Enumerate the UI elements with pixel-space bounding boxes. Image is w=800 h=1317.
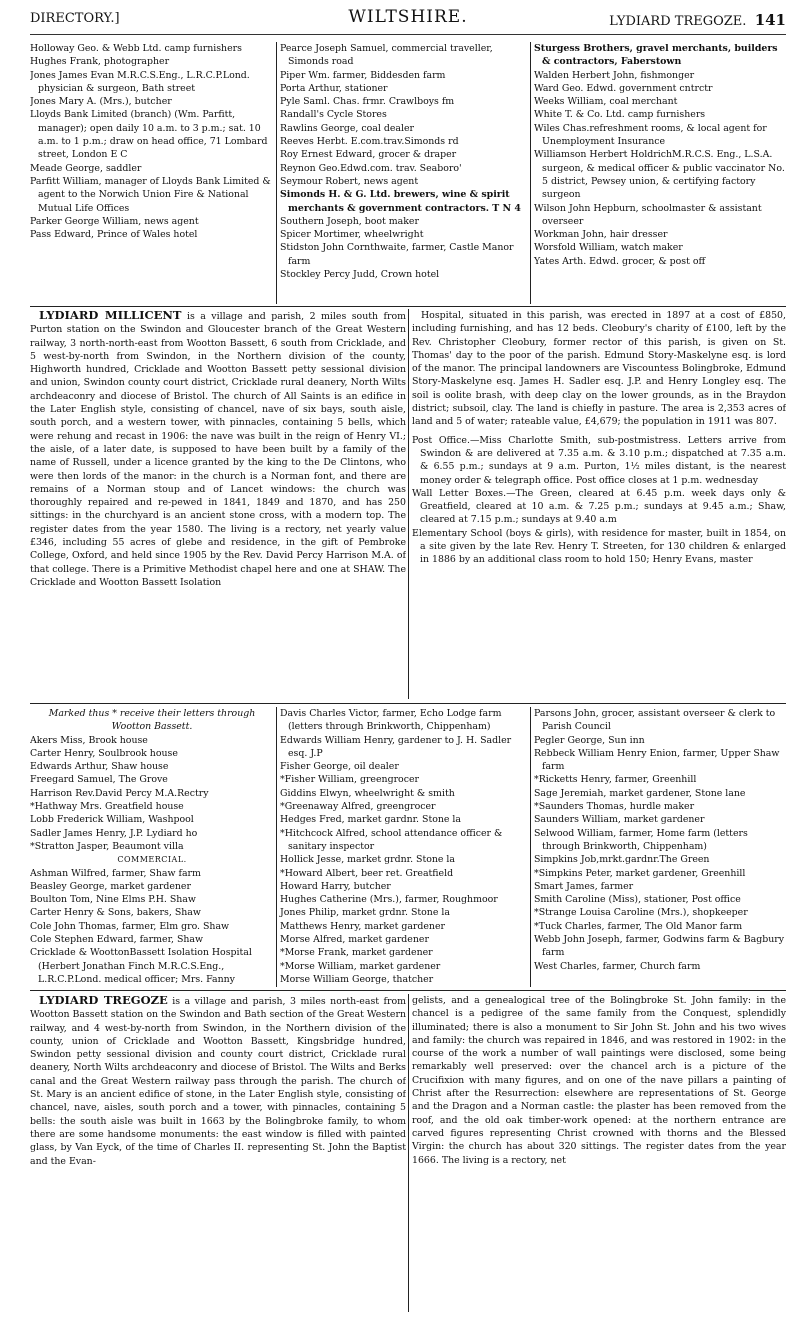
list-item: Saunders William, market gardener — [534, 814, 705, 826]
list-item: *Saunders Thomas, hurdle maker — [534, 801, 695, 813]
list-item: Hedges Fred, market gardnr. Stone la — [280, 814, 462, 826]
list-item: Selwood William, farmer, Home farm (letters through Brinkworth, Chippenham) — [534, 827, 748, 852]
list-item: *Hitchcock Alfred, school attendance officer & sanitary inspector — [280, 827, 503, 852]
list-item: *Tuck Charles, farmer, The Old Manor farm — [534, 920, 743, 932]
list-item: Jones Mary A. (Mrs.), butcher — [30, 96, 172, 108]
tregoze-text-left: is a village and parish, 3 miles north-east from Wootton Bassett station on the Swindon and Bath section of the Great Western railway, and 4 west-by-north from Swindon, in the Northern division of the county, union of Cricklade and Wootton Bassett, Kingsbridge hundred, Swindon petty sessional division and county court district, Cricklade rural deanery, North Wilts archdeaconry and diocese of Bristol. The Wilts and Berks canal and the Great Western railway pass through the parish. The church of St. Mary is an ancient edifice of stone, in the Later English style, consisting of chancel, nave, aisles, south porch and a tower, with pinnacles, containing 5 bells: the south aisle was built in 1663 by the Bolingbroke family, to whom there are some handsome monuments: the east window is filled with painted glass, by Van Eyck, of the time of Charles II. representing St. John the Baptist and the Evan- — [30, 996, 406, 1167]
list-item: Roy Ernest Edward, grocer & draper — [280, 149, 457, 161]
list-item: Stockley Percy Judd, Crown hotel — [280, 269, 440, 281]
list-item: Hughes Frank, photographer — [30, 56, 170, 68]
millicent-description-right — [408, 309, 786, 699]
list-item: Sage Jeremiah, market gardener, Stone lane — [534, 787, 746, 799]
header-place: LYDIARD TREGOZE. — [609, 14, 747, 29]
list-item: Smart James, farmer — [534, 880, 634, 892]
list-item: Southern Joseph, boot maker — [280, 215, 419, 227]
list-item: Williamson Herbert HoldrichM.R.C.S. Eng., L.S.A. surgeon, & medical officer & public vaccinator No. 5 district, Pewsey union, & certifying factory surgeon — [534, 149, 785, 201]
list-item: *Howard Albert, beer ret. Greatfield — [280, 867, 454, 879]
block1-col2 — [276, 42, 528, 304]
list-item: Davis Charles Victor, farmer, Echo Lodge farm (letters through Brinkworth, Chippenham) — [280, 708, 502, 733]
list-item: Meade George, saddler — [30, 162, 142, 174]
post-office-notice: Post Office.—Miss Charlotte Smith, sub-postmistress. Letters arrive from Swindon & are delivered at 7.35 a.m. & 3.10 p.m.; dispatched at 7.35 a.m. & 6.55 p.m.; sundays at 9 a.m. Purton, 1½ miles distant, is the nearest money order & telegraph office. Post office closes at 1 p.m. wednesday — [412, 434, 786, 486]
tregoze-description-left — [30, 994, 406, 1312]
list-item: Worsfold William, watch maker — [534, 242, 683, 254]
list-item: Freegard Samuel, The Grove — [30, 774, 168, 786]
header-county: WILTSHIRE. — [348, 7, 468, 27]
list-item: Akers Miss, Brook house — [30, 734, 148, 746]
tregoze-description-right — [408, 994, 786, 1312]
list-item: Fisher George, oil dealer — [280, 761, 399, 773]
list-item: Workman John, hair dresser — [534, 229, 668, 241]
list-item: West Charles, farmer, Church farm — [534, 960, 701, 972]
list-item: Pegler George, Sun inn — [534, 734, 645, 746]
place-heading: LYDIARD TREGOZE — [39, 994, 168, 1007]
list-item: Simpkins Job,mrkt.gardnr.The Green — [534, 854, 710, 866]
list-item: Pass Edward, Prince of Wales hotel — [30, 229, 198, 241]
section-divider — [30, 990, 786, 991]
list-item: Webb John Joseph, farmer, Godwins farm & Bagbury farm — [534, 934, 785, 959]
list-item: Giddins Elwyn, wheelwright & smith — [280, 787, 455, 799]
list-item: Parfitt William, manager of Lloyds Bank Limited & agent to the Norwich Union Fire & National Mutual Life Offices — [30, 175, 271, 214]
list-item: Parker George William, news agent — [30, 215, 199, 227]
list-item: Pyle Saml. Chas. frmr. Crawlboys fm — [280, 96, 455, 108]
list-item: Cricklade & WoottonBassett Isolation Hospital (Herbert Jonathan Finch M.R.C.S.Eng., L.R.C.P.Lond. medical officer; Mrs. Fanny — [30, 947, 252, 985]
list-item: *Greenaway Alfred, greengrocer — [280, 801, 436, 813]
header-right — [609, 11, 786, 29]
list-item: Walden Herbert John, fishmonger — [534, 69, 695, 81]
commercial-heading: COMMERCIAL. — [117, 855, 187, 865]
list-item: Jones James Evan M.R.C.S.Eng., L.R.C.P.Lond. physician & surgeon, Bath street — [30, 69, 250, 94]
list-item: Seymour Robert, news agent — [280, 175, 419, 187]
list-item: Simonds H. & G. Ltd. brewers, wine & spirit merchants & government contractors. T N 4 — [280, 189, 521, 214]
running-header — [30, 4, 786, 35]
page-number: 141 — [754, 11, 786, 29]
list-item: Morse William George, thatcher — [280, 973, 434, 985]
list-item: *Ricketts Henry, farmer, Greenhill — [534, 774, 697, 786]
list-item: White T. & Co. Ltd. camp furnishers — [534, 109, 706, 121]
list-item: *Morse William, market gardener — [280, 960, 441, 972]
tregoze-text-right: gelists, and a genealogical tree of the Bolingbroke St. John family: in the chancel is a pedigree of the same family from the Conquest, splendidly illuminated; there is also a monument to Sir John St. John and his two wives and family: the church was repaired in 1846, and was restored in 1902: in the course of the work a number of wall paintings were disclosed, some being remarkably well preserved: over the chancel arch is a picture of the Crucifixion with many figures, and on one of the nave pillars a painting of Christ after the Resurrection: elsewhere are representations of St. George and the Dragon and a Norman castle: the plaster has been removed from the roof, and the old oak timber-work opened: at the northern entrance are carved figures representing Christ crowned with thorns and the Blessed Virgin: the church has about 320 sittings. The register dates from the year 1666. The living is a rectory, net — [412, 995, 786, 1166]
list-item: Cole Stephen Edward, farmer, Shaw — [30, 934, 204, 946]
list-item: Ward Geo. Edwd. government cntrctr — [534, 82, 713, 94]
list-item: Howard Harry, butcher — [280, 880, 391, 892]
list-item: Hollick Jesse, market grdnr. Stone la — [280, 854, 456, 866]
block2-col3 — [530, 707, 786, 987]
list-item: Smith Caroline (Miss), stationer, Post office — [534, 894, 741, 906]
millicent-text-right: Hospital, situated in this parish, was erected in 1897 at a cost of £850, including furnishing, and has 12 beds. Cleobury's charity of £100, left by the Rev. Christopher Cleobury, former rector of this parish, is given on St. Thomas' day to the poor of the parish. Edmund Story-Maskelyne esq. is lord of the manor. The principal landowners are Viscountess Bolingbroke, Edmund Story-Maskelyne esq. James H. Sadler esq. J.P. and Henry Longley esq. The soil is oolite brash, with deep clay on the lower grounds, as in the Braydon district; subsoil, clay. The land is chiefly in pasture. The area is 2,353 acres of land and 5 of water; rateable value, £4,679; the population in 1911 was 807. — [412, 310, 786, 428]
list-item: Pearce Joseph Samuel, commercial traveller, Simonds road — [280, 43, 493, 68]
section-divider — [30, 703, 786, 704]
list-item: *Strange Louisa Caroline (Mrs.), shopkeeper — [534, 907, 748, 919]
block2-col2 — [276, 707, 528, 987]
millicent-text-left: is a village and parish, 2 miles south from Purton station on the Swindon and Gloucester branch of the Great Western railway, 3 north-north-east from Wootton Bassett, 6 south from Cricklade, and 5 west-by-north from Swindon, in the Northern division of the county, Highworth hundred, Cricklade and Wootton Bassett petty sessional division and union, Swindon county court district, Cricklade rural deanery, North Wilts archdeaconry and diocese of Bristol. The church of All Saints is an edifice in the Later English style, consisting of chancel, nave of six bays, south aisle, south porch, and a western tower, with pinnacles, containing 5 bells, which were rehung and recast in 1906: the nave was built in the reign of Henry VI.; the aisle, of a later date, is supposed to have been built by a family of the name of Russell, under a licence granted by the king to the De Clintons, who were then lords of the manor: in the church is a Norman font, and there are remains of a Norman stoup and of Lancet windows: the church was thoroughly repaired and re-pewed in 1841, 1849 and 1870, and has 250 sittings: in the churchyard is an ancient stone cross, with a modern top. The register dates from the year 1580. The living is a rectory, net yearly value £346, including 55 acres of glebe and residence, in the gift of Pembroke College, Oxford, and held since 1905 by the Rev. David Percy Harrison M.A. of that college. There is a Primitive Methodist chapel here and one at SHAW. The Cricklade and Wootton Bassett Isolation — [30, 311, 406, 588]
list-item: Harrison Rev.David Percy M.A.Rectry — [30, 787, 209, 799]
header-left: DIRECTORY.] — [30, 11, 120, 26]
list-item: Wilson John Hepburn, schoolmaster & assistant overseer — [534, 202, 762, 227]
list-item: Hughes Catherine (Mrs.), farmer, Roughmoor — [280, 894, 498, 906]
list-item: *Stratton Jasper, Beaumont villa — [30, 840, 184, 852]
list-item: Rebbeck William Henry Enion, farmer, Upper Shaw farm — [534, 747, 780, 773]
list-item: Edwards William Henry, gardener to J. H. Sadler esq. J.P — [280, 734, 512, 759]
list-item: Yates Arth. Edwd. grocer, & post off — [534, 255, 706, 267]
list-item: Matthews Henry, market gardener — [280, 920, 446, 932]
list-item: Reynon Geo.Edwd.com. trav. Seaboro' — [280, 162, 462, 174]
list-item: Porta Arthur, stationer — [280, 82, 388, 94]
list-item: Ashman Wilfred, farmer, Shaw farm — [30, 867, 201, 879]
list-item: Stidston John Cornthwaite, farmer, Castle Manor farm — [280, 242, 514, 267]
list-item: Reeves Herbt. E.com.trav.Simonds rd — [280, 136, 459, 148]
list-item: Parsons John, grocer, assistant overseer & clerk to Parish Council — [534, 708, 776, 733]
millicent-description-left — [30, 309, 406, 699]
list-item: Sadler James Henry, J.P. Lydiard ho — [30, 827, 198, 839]
section-divider — [30, 306, 786, 307]
list-item: *Simpkins Peter, market gardener, Greenhill — [534, 867, 746, 879]
wall-letter-boxes: Wall Letter Boxes.—The Green, cleared at 6.45 p.m. week days only & Greatfield, cleared at 10 a.m. & 7.25 p.m.; sundays at 9.45 a.m.; Shaw, cleared at 7.15 p.m.; sundays at 9.40 a.m — [412, 487, 786, 526]
list-item: Carter Henry, Soulbrook house — [30, 747, 178, 759]
list-item: Holloway Geo. & Webb Ltd. camp furnishers — [30, 43, 242, 54]
list-item: Sturgess Brothers, gravel merchants, builders & contractors, Faberstown — [534, 43, 778, 68]
list-item: Beasley George, market gardener — [30, 880, 191, 892]
elementary-school: Elementary School (boys & girls), with residence for master, built in 1854, on a site given by the late Rev. Henry T. Streeten, for 130 children & enlarged in 1886 by an additional class room to hold 150; Henry Evans, master — [412, 527, 786, 566]
block1-col3 — [530, 42, 786, 304]
list-item: *Morse Frank, market gardener — [280, 947, 433, 959]
block2-col1 — [30, 707, 274, 987]
letters-note: Marked thus * receive their letters through Wootton Bassett. — [48, 708, 256, 733]
list-item: Spicer Mortimer, wheelwright — [280, 229, 424, 241]
list-item: Randall's Cycle Stores — [280, 109, 387, 121]
list-item: *Hathway Mrs. Greatfield house — [30, 801, 184, 813]
list-item: Carter Henry & Sons, bakers, Shaw — [30, 907, 201, 919]
list-item: Boulton Tom, Nine Elms P.H. Shaw — [30, 894, 196, 906]
list-item: Morse Alfred, market gardener — [280, 934, 429, 946]
list-item: *Fisher William, greengrocer — [280, 774, 419, 786]
list-item: Jones Philip, market grdnr. Stone la — [280, 907, 450, 919]
list-item — [280, 986, 528, 987]
list-item: Lobb Frederick William, Washpool — [30, 814, 194, 826]
list-item: Piper Wm. farmer, Biddesden farm — [280, 69, 446, 81]
list-item: Lloyds Bank Limited (branch) (Wm. Parfitt, manager); open daily 10 a.m. to 3 p.m.; sat. 10 a.m. to 1 p.m.; draw on head office, 71 Lombard street, London E C — [30, 109, 268, 161]
block1-col1 — [30, 42, 274, 304]
list-item: Wiles Chas.refreshment rooms, & local agent for Unemployment Insurance — [534, 122, 767, 148]
place-heading: LYDIARD MILLICENT — [39, 309, 182, 322]
list-item: Edwards Arthur, Shaw house — [30, 761, 169, 773]
list-item: Weeks William, coal merchant — [534, 96, 678, 108]
list-item: Cole John Thomas, farmer, Elm gro. Shaw — [30, 920, 230, 932]
list-item: Rawlins George, coal dealer — [280, 122, 415, 134]
